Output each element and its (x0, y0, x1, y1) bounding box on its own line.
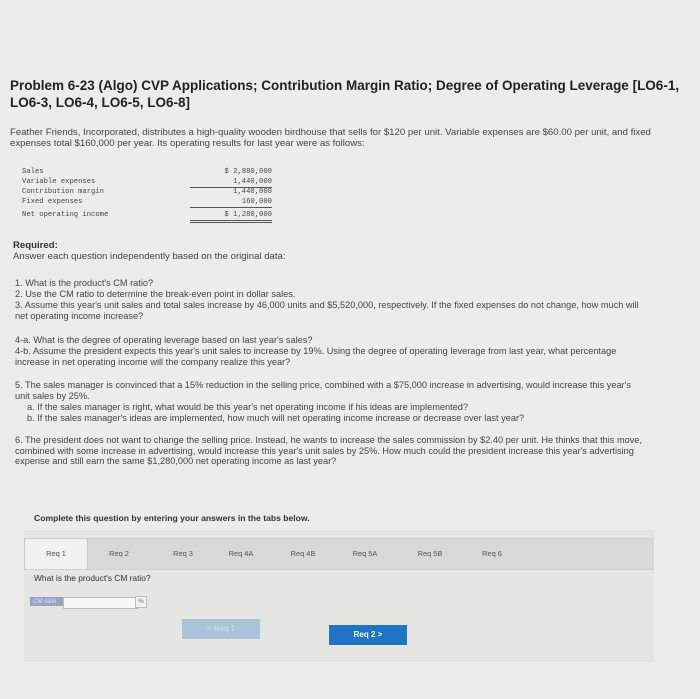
question-2: 2. Use the CM ratio to determine the break-even point in dollar sales. (15, 289, 296, 299)
statement-label: Contribution margin (22, 188, 104, 196)
next-req-button[interactable]: Req 2 > (329, 625, 407, 645)
question-1: 1. What is the product's CM ratio? (15, 278, 154, 288)
prev-req-button[interactable]: < Req 1 (182, 619, 260, 639)
tab-req-3[interactable]: Req 3 (173, 549, 193, 558)
question-5a-text: a. If the sales manager is right, what would be this year's net operating income if his ideas are implemented? (27, 402, 468, 412)
tab-req-4a[interactable]: Req 4A (228, 549, 254, 558)
statement-label: Fixed expenses (22, 198, 83, 206)
question-5b (15, 413, 645, 424)
question-5: 5. The sales manager is convinced that a 15% reduction in the selling price, combined with a $75,000 increase in advertising, would increase this year's unit sales by 25%. (15, 380, 631, 401)
required-heading: Required: (13, 240, 58, 251)
requirement-tabs (24, 538, 654, 570)
complete-instruction: Complete this question by entering your answers in the tabs below. (34, 513, 310, 523)
tab-req-1[interactable]: Req 1 (24, 539, 88, 569)
question-5b-text: b. If the sales manager's ideas are implemented, how much will net operating income increase or decrease over last year? (27, 413, 525, 423)
statement-amount: $ 1,280,000 (190, 210, 272, 223)
tab-req-2[interactable]: Req 2 (109, 549, 129, 558)
statement-amount: 1,440,000 (190, 177, 272, 188)
question-6: 6. The president does not want to change the selling price. Instead, he wants to increase the sales commission by $2.40 per unit. He thinks that this move, combined with some increase in advertising, would increase this year's unit sales by 25%. How much could the president increase this year's advertising expense and still earn the same $1,280,000 net operating income as last year? (15, 435, 642, 466)
tab-req-6[interactable]: Req 6 (482, 549, 502, 558)
question-4a: 4-a. What is the degree of operating leverage based on last year's sales? (15, 335, 313, 345)
cm-ratio-input[interactable] (63, 597, 139, 609)
question-5a (15, 402, 645, 413)
statement-label: Sales (22, 168, 44, 176)
statement-label: Variable expenses (22, 178, 96, 186)
problem-intro: Feather Friends, Incorporated, distributes a high-quality wooden birdhouse that sells for $120 per unit. Variable expenses are $60.00 per unit, and fixed expenses total $160,000 per year. Its operating results for last year were as follows: (10, 127, 651, 149)
answer-question: What is the product's CM ratio? (34, 573, 151, 583)
cm-ratio-label: CM ratio (30, 597, 63, 606)
tab-req-5a[interactable]: Req 5A (352, 549, 378, 558)
statement-label: Net operating income (22, 211, 109, 219)
statement-amount: 160,000 (190, 197, 272, 208)
percent-unit: % (135, 596, 147, 608)
question-3: 3. Assume this year's unit sales and total sales increase by 46,000 units and $5,520,000, respectively. If the fixed expenses do not change, how much will net operating income increase? (15, 300, 639, 321)
statement-amount: $ 2,880,000 (224, 168, 272, 176)
tab-req-4b[interactable]: Req 4B (290, 549, 316, 558)
statement-amount: 1,440,000 (233, 188, 272, 196)
tab-req-5b[interactable]: Req 5B (417, 549, 443, 558)
problem-title: Problem 6-23 (Algo) CVP Applications; Contribution Margin Ratio; Degree of Operating Leverage [LO6-1, LO6-3, LO6-4, LO6-5, LO6-8] (10, 78, 680, 110)
required-text: Answer each question independently based on the original data: (13, 251, 286, 262)
question-4b: 4-b. Assume the president expects this year's unit sales to increase by 19%. Using the degree of operating leverage from last year, what percentage increase in net operating income will the company realize this year? (15, 346, 617, 367)
